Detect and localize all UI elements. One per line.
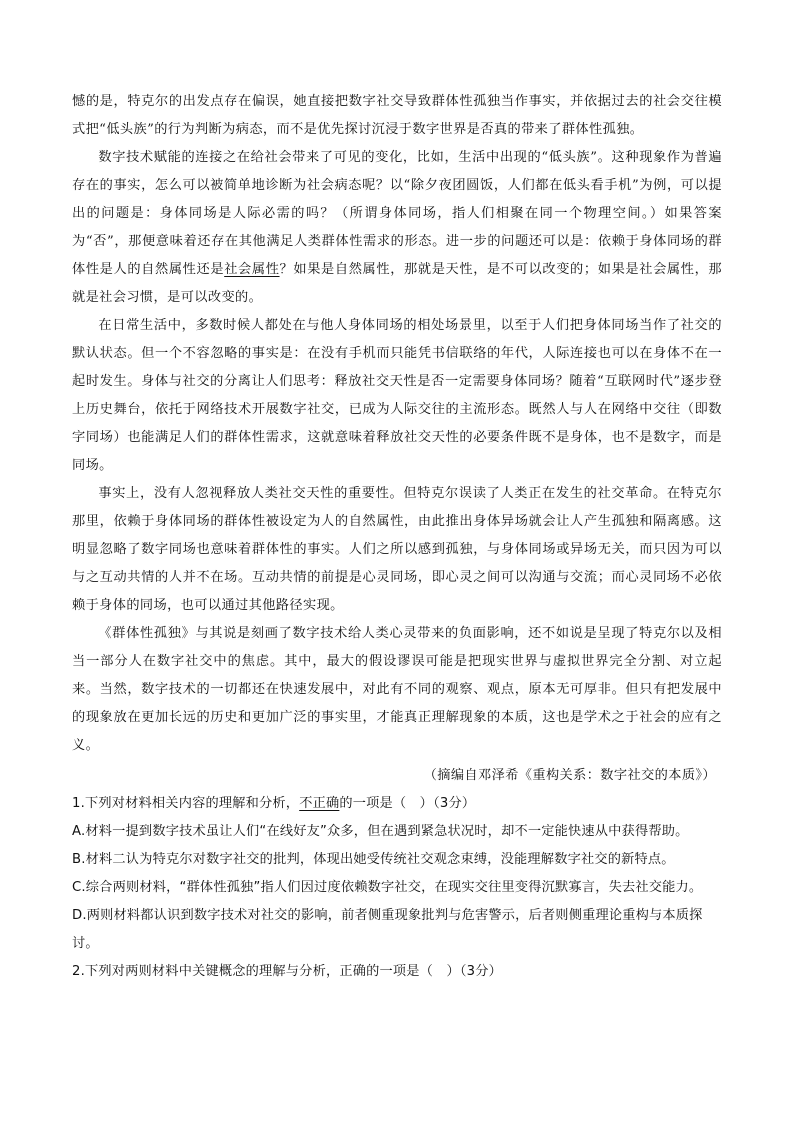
document-page (72, 88, 722, 986)
question-text: 1.下列对材料相关内容的理解和分析， (72, 796, 300, 811)
paragraph-in-fact: 事实上，没有人忽视释放人类社交天性的重要性。但特克尔误读了人类正在发生的社交革命。在特克尔那里，依赖于身体同场的群体性被设定为人的自然属性，由此推出身体异场就会让人产生孤独和隔离感。这明显忽略了数字同场也意味着群体性的事实。人们之所以感到孤独，与身体同场或异场无关，而只因为可以与之互动共情的人并不在场。互动共情的前提是心灵同场，即心灵之间可以沟通与交流；而心灵同场不必依赖于身体的同场，也可以通过其他路径实现。 (72, 486, 722, 613)
paragraph-conclusion: 《群体性孤独》与其说是刻画了数字技术给人类心灵带来的负面影响，还不如说是呈现了特克尔以及相当一部分人在数字社交中的焦虑。其中，最大的假设谬误可能是把现实世界与虚拟世界完全分割、对立起来。当然，数字技术的一切都还在快速发展中，对此有不同的观察、观点，原本无可厚非。但只有把发展中的现象放在更加长远的历史和更加广泛的事实里，才能真正理解现象的本质，这也是学术之于社会的应有之义。 (72, 626, 722, 753)
paragraph-continuation: 憾的是，特克尔的出发点存在偏误，她直接把数字社交导致群体性孤独当作事实，并依据过去的社会交往模式把“低头族”的行为判断为病态，而不是优先探讨沉浸于数字世界是否真的带来了群体性孤独。 (72, 94, 722, 137)
option-c: C.综合两则材料，“群体性孤独”指人们因过度依赖数字社交，在现实交往里变得沉默寡言，失去社交能力。 (72, 880, 703, 895)
question-1-stem (72, 790, 722, 818)
question-2-stem: 2.下列对两则材料中关键概念的理解与分析，正确的一项是（ ）（3分） (72, 964, 502, 979)
option-a: A.材料一提到数字技术虽让人们“在线好友”众多，但在遇到紧急状况时，却不一定能快速从中获得帮助。 (72, 824, 689, 839)
paragraph-text: ？如果是自然属性，那就是天性，是不可以改变的；如果是社会属性，那就是社会习惯，是可以改变的。 (72, 262, 722, 305)
underlined-term: 社会属性 (224, 262, 280, 277)
paragraph-daily-life: 在日常生活中，多数时候人都处在与他人身体同场的相处场景里，以至于人们把身体同场当作了社交的默认状态。但一个不容忽略的事实是：在没有手机而只能凭书信联络的年代，人际连接也可以在身体不在一起时发生。身体与社交的分离让人们思考：释放社交天性是否一定需要身体同场？随着“互联网时代”逐步登上历史舞台，依托于网络技术开展数字社交，已成为人际交往的主流形态。既然人与人在网络中交往（即数字同场）也能满足人们的群体性需求，这就意味着释放社交天性的必要条件既不是身体，也不是数字，而是同场。 (72, 318, 722, 473)
option-b: B.材料二认为特克尔对数字社交的批判，体现出她受传统社交观念束缚，没能理解数字社交的新特点。 (72, 852, 675, 867)
paragraph-text: 数字技术赋能的连接之在给社会带来了可见的变化，比如，生活中出现的“低头族”。这种现象作为普遍存在的事实，怎么可以被简单地诊断为社会病态呢？以“除夕夜团圆饭，人们都在低头看手机”为例，可以提出的问题是：身体同场是人际必需的吗？（所谓身体同场，指人们相聚在同一个物理空间。）如果答案为“否”，那便意味着还存在其他满足人类群体性需求的形态。进一步的问题还可以是：依赖于身体同场的群体性是人的自然属性还是 (72, 150, 722, 277)
option-d: D.两则材料都认识到数字技术对社交的影响，前者侧重现象批判与危害警示，后者则侧重理论重构与本质探讨。 (72, 908, 703, 951)
source-citation: （摘编自邓泽希《重构关系：数字社交的本质》） (423, 768, 716, 783)
paragraph-low-head-tribe (72, 144, 722, 312)
question-text: 的一项是（ ）（3分） (339, 796, 476, 811)
underlined-keyword: 不正确 (299, 796, 340, 811)
